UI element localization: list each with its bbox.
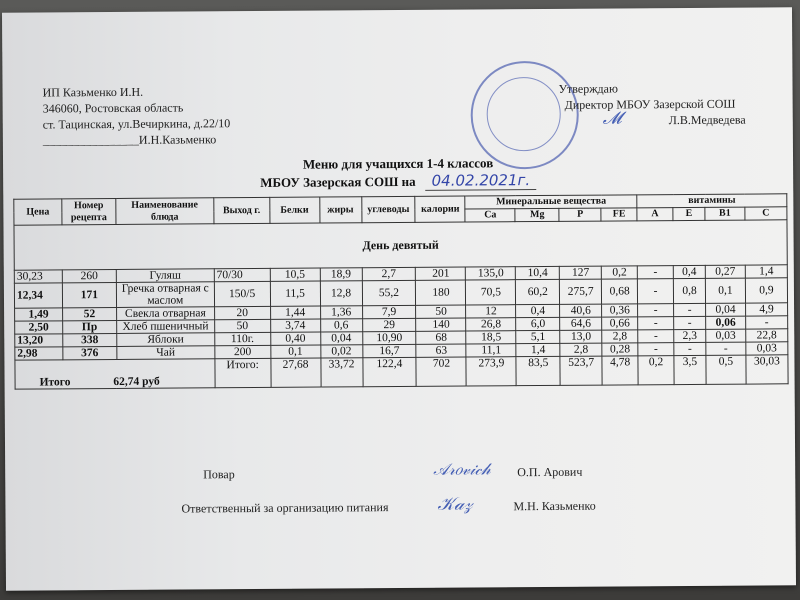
total-price-cell	[15, 359, 215, 389]
responsible-signature: 𝒦𝒶𝓏	[437, 493, 473, 515]
total-fat: 33,72	[320, 358, 362, 387]
fe-cell: 0,28	[602, 343, 638, 356]
e-cell: -	[674, 342, 706, 355]
total-carbs: 122,4	[362, 357, 416, 386]
price-cell: 30,23	[14, 270, 62, 283]
total-label: Итого	[39, 376, 71, 389]
ca-cell: 70,5	[466, 280, 516, 305]
fat-cell: 18,9	[320, 268, 362, 281]
ca-cell: 135,0	[466, 267, 516, 280]
col-p: P	[559, 208, 601, 221]
col-mg: Mg	[515, 208, 559, 221]
mg-cell: 10,4	[516, 266, 560, 279]
mg-cell: 0,4	[516, 304, 560, 317]
ca-cell: 11,1	[466, 344, 516, 357]
col-protein: Белки	[269, 197, 319, 223]
a-cell: -	[638, 279, 674, 304]
a-cell: -	[638, 330, 674, 343]
col-carbs: углеводы	[361, 196, 415, 222]
protein-cell: 11,5	[270, 281, 320, 306]
cook-label: Повар	[203, 467, 235, 482]
col-price: Цена	[14, 199, 62, 225]
dish-cell: Хлеб пшеничный	[117, 320, 215, 334]
dish-cell: Яблоки	[117, 333, 215, 347]
mg-cell: 6,0	[516, 317, 560, 330]
carbs-cell: 29	[362, 318, 416, 331]
price-cell: 2,50	[15, 321, 63, 334]
kcal-cell: 63	[416, 344, 466, 357]
total-price: 62,74 руб	[113, 375, 160, 388]
b1-cell: 0,03	[706, 329, 746, 342]
protein-cell: 10,5	[270, 268, 320, 281]
ca-cell: 12	[466, 305, 516, 318]
recipe-cell: 338	[63, 333, 117, 346]
carbs-cell: 7,9	[362, 305, 416, 318]
total-fe: 4,78	[602, 356, 638, 385]
nutrition-table	[13, 193, 788, 389]
yield-cell: 70/30	[214, 268, 270, 281]
price-cell: 1,49	[15, 308, 63, 321]
cook-name: О.П. Арович	[517, 464, 583, 480]
mg-cell: 60,2	[516, 279, 560, 304]
b1-cell: 0,1	[705, 278, 745, 303]
p-cell: 275,7	[560, 279, 602, 304]
kcal-cell: 140	[416, 318, 466, 331]
price-cell: 12,34	[14, 283, 62, 308]
cook-signature: 𝒜𝓇𝑜𝓋𝒾𝒸𝒽	[433, 459, 491, 479]
e-cell: -	[674, 316, 706, 329]
org-postcode: 346060, Ростовская область	[42, 100, 184, 116]
total-b1: 0,5	[706, 355, 746, 384]
fe-cell: 0,36	[602, 304, 638, 317]
c-cell: 0,9	[745, 278, 787, 303]
col-minerals: Минеральные вещества	[465, 195, 637, 209]
director-signature: 𝓜	[602, 108, 622, 129]
approve-position: Директор МБОУ Зазерской СОШ	[564, 96, 736, 112]
kcal-cell: 201	[416, 267, 466, 280]
col-b1: B1	[705, 207, 745, 220]
org-name: ИП Казьменко И.Н.	[42, 84, 144, 100]
col-yield: Выход г.	[214, 197, 270, 223]
col-recipe: Номер рецепта	[62, 198, 116, 224]
responsible-label: Ответственный за организацию питания	[181, 500, 389, 516]
ca-cell: 26,8	[466, 318, 516, 331]
total-summary-label: Итого:	[215, 358, 271, 387]
total-row	[15, 355, 788, 389]
fe-cell: 0,66	[602, 317, 638, 330]
approval-block	[558, 80, 745, 129]
p-cell: 127	[560, 266, 602, 279]
carbs-cell: 10,90	[362, 331, 416, 344]
total-a: 0,2	[638, 356, 674, 385]
yield-cell: 150/5	[214, 281, 270, 306]
protein-cell: 1,44	[270, 306, 320, 319]
recipe-cell: 171	[62, 282, 116, 307]
c-cell: -	[746, 316, 788, 329]
seal-emblem	[486, 77, 561, 152]
a-cell: -	[638, 304, 674, 317]
c-cell: 1,4	[745, 265, 787, 278]
col-kcal: калории	[415, 196, 465, 222]
c-cell: 22,8	[746, 329, 788, 342]
p-cell: 2,8	[560, 343, 602, 356]
dish-cell: Гуляш	[116, 269, 214, 283]
a-cell: -	[638, 317, 674, 330]
menu-document	[2, 7, 796, 591]
total-e: 3,5	[674, 355, 706, 384]
mg-cell: 5,1	[516, 330, 560, 343]
carbs-cell: 16,7	[362, 344, 416, 357]
recipe-cell: 260	[62, 269, 116, 282]
fat-cell: 0,04	[320, 332, 362, 345]
a-cell: -	[637, 266, 673, 279]
fat-cell: 12,8	[320, 281, 362, 306]
price-cell: 13,20	[15, 334, 63, 347]
dish-cell: Гречка отварная с маслом	[116, 282, 214, 308]
school-name: МБОУ Зазерская СОШ на	[260, 173, 416, 190]
menu-date: 04.02.2021г.	[426, 171, 537, 191]
total-protein: 27,68	[271, 358, 321, 387]
carbs-cell: 2,7	[362, 267, 416, 280]
col-vitamins: витамины	[637, 194, 787, 208]
price-cell: 2,98	[15, 347, 63, 360]
ca-cell: 18,5	[466, 331, 516, 344]
org-address: ст. Тацинская, ул.Вечиркина, д.22/10	[42, 116, 231, 132]
col-e: E	[673, 207, 705, 220]
protein-cell: 3,74	[270, 319, 320, 332]
carbs-cell: 55,2	[362, 280, 416, 305]
total-mg: 83,5	[516, 356, 560, 385]
kcal-cell: 50	[416, 305, 466, 318]
p-cell: 64,6	[560, 317, 602, 330]
yield-cell: 110г.	[214, 332, 270, 345]
c-cell: 4,9	[745, 303, 787, 316]
recipe-cell: 376	[63, 346, 117, 359]
fat-cell: 0,6	[320, 319, 362, 332]
fe-cell: 2,8	[602, 330, 638, 343]
kcal-cell: 68	[416, 331, 466, 344]
col-ca: Ca	[465, 209, 515, 222]
b1-cell: 0,06	[706, 316, 746, 329]
b1-cell: 0,04	[706, 303, 746, 316]
total-c: 30,03	[746, 355, 788, 384]
e-cell: 0,4	[673, 265, 705, 278]
mg-cell: 1,4	[516, 343, 560, 356]
e-cell: 2,3	[674, 329, 706, 342]
responsible-name: М.Н. Казьменко	[513, 498, 596, 514]
fat-cell: 0,02	[320, 345, 362, 358]
e-cell: -	[674, 303, 706, 316]
approve-name: Л.В.Медведева	[668, 112, 746, 128]
col-fat: жиры	[319, 197, 361, 223]
yield-cell: 200	[215, 345, 271, 358]
dish-cell: Свекла отварная	[116, 307, 214, 321]
p-cell: 13,0	[560, 330, 602, 343]
col-fe: FE	[601, 208, 637, 221]
a-cell: -	[638, 343, 674, 356]
total-kcal: 702	[416, 357, 466, 386]
total-ca: 273,9	[466, 357, 516, 386]
total-p: 523,7	[560, 356, 602, 385]
protein-cell: 0,40	[270, 332, 320, 345]
protein-cell: 0,1	[270, 345, 320, 358]
day-row	[14, 220, 787, 270]
dish-cell: Чай	[117, 346, 215, 360]
yield-cell: 50	[214, 319, 270, 332]
menu-title: Меню для учащихся 1-4 классов	[302, 155, 494, 172]
c-cell: 0,03	[746, 342, 788, 355]
recipe-cell: 52	[62, 307, 116, 320]
col-a: A	[637, 208, 673, 221]
approve-label: Утверждаю	[558, 81, 618, 96]
fe-cell: 0,2	[601, 266, 637, 279]
recipe-cell: Пр	[63, 320, 117, 333]
organization-block	[42, 83, 230, 148]
kcal-cell: 180	[416, 280, 466, 305]
day-label: День девятый	[14, 220, 787, 270]
fat-cell: 1,36	[320, 306, 362, 319]
p-cell: 40,6	[560, 304, 602, 317]
col-c: C	[745, 207, 787, 220]
fe-cell: 0,68	[602, 279, 638, 304]
e-cell: 0,8	[673, 278, 705, 303]
b1-cell: -	[706, 342, 746, 355]
yield-cell: 20	[214, 306, 270, 319]
org-signature-line: ________________И.Н.Казьменко	[42, 132, 217, 148]
col-dish: Наименование блюда	[116, 198, 214, 225]
b1-cell: 0,27	[705, 265, 745, 278]
